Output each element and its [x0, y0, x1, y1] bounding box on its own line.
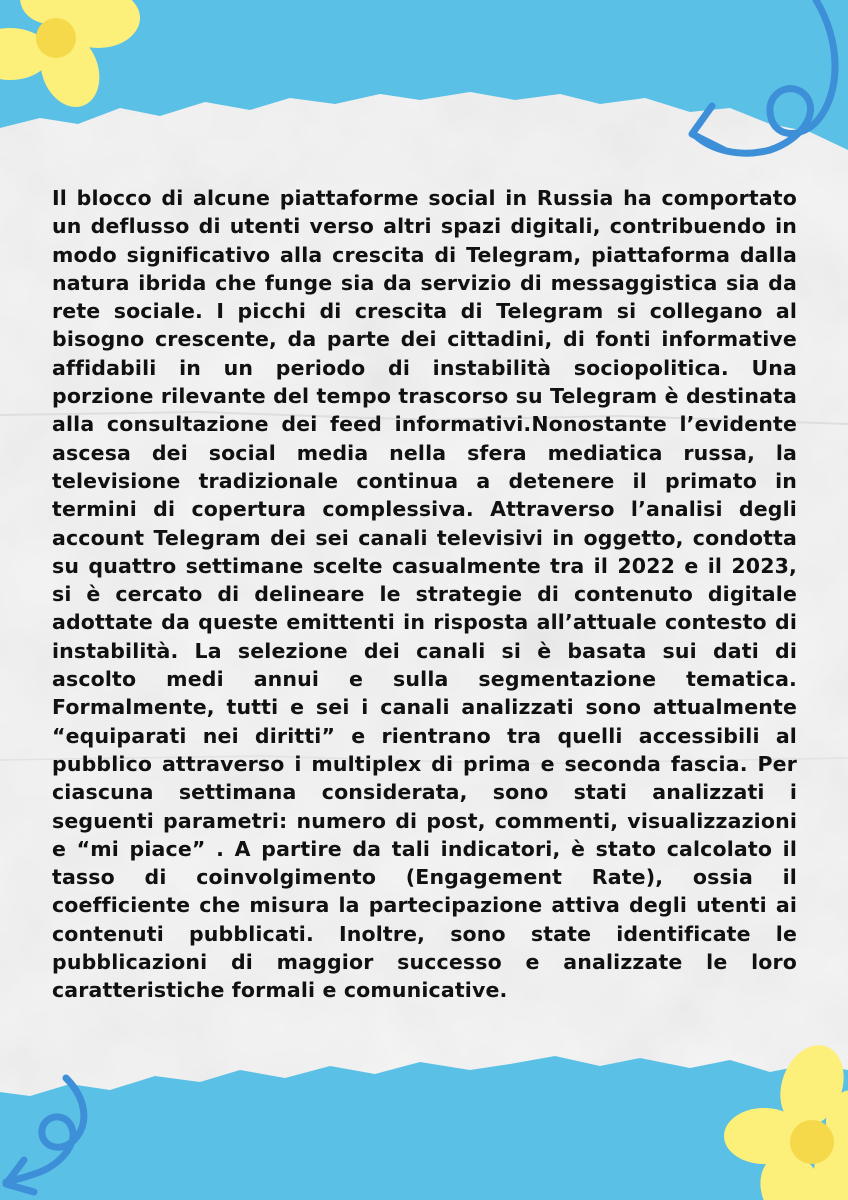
body-paragraph: Il blocco di alcune piattaforme social in Russia ha comportato un deflusso di utenti verso altri spazi digitali, contribuendo in modo significativo alla crescita di Telegram, piattaforma dalla natura ibrida che funge sia da servizio di messaggistica sia da rete sociale. I picchi di crescita di Telegram si collegano al bisogno crescente, da parte dei cittadini, di fonti informative affidabili in un periodo di instabilità sociopolitica. Una porzione rilevante del tempo trascorso su Telegram è destinata alla consultazione dei feed informativi.Nonostante l’evidente ascesa dei social media nella sfera mediatica russa, la televisione tradizionale continua a detenere il primato in termini di copertura complessiva. Attraverso l’analisi degli account Telegram dei sei canali televisivi in oggetto, condotta su quattro settimane scelte casualmente tra il 2022 e il 2023, si è cercato di delineare le strategie di contenuto digitale adottate da queste emittenti in risposta all’attuale contesto di instabilità. La selezione dei canali si è basata sui dati di ascolto medi annui e sulla segmentazione tematica. Formalmente, tutti e sei i canali analizzati sono attualmente “equiparati nei diritti” e rientrano tra quelli accessibili al pubblico attraverso i multiplex di prima e seconda fascia. Per ciascuna settimana considerata, sono stati analizzati i seguenti parametri: numero di post, commenti, visualizzazioni e “mi piace” . A partire da tali indicatori, è stato calcolato il tasso di coinvolgimento (Engagement Rate), ossia il coefficiente che misura la partecipazione attiva degli utenti ai contenuti pubblicati. Inoltre, sono state identificate le pubblicazioni di maggior successo e analizzate le loro caratteristiche formali e comunicative.	[52, 186, 797, 1003]
